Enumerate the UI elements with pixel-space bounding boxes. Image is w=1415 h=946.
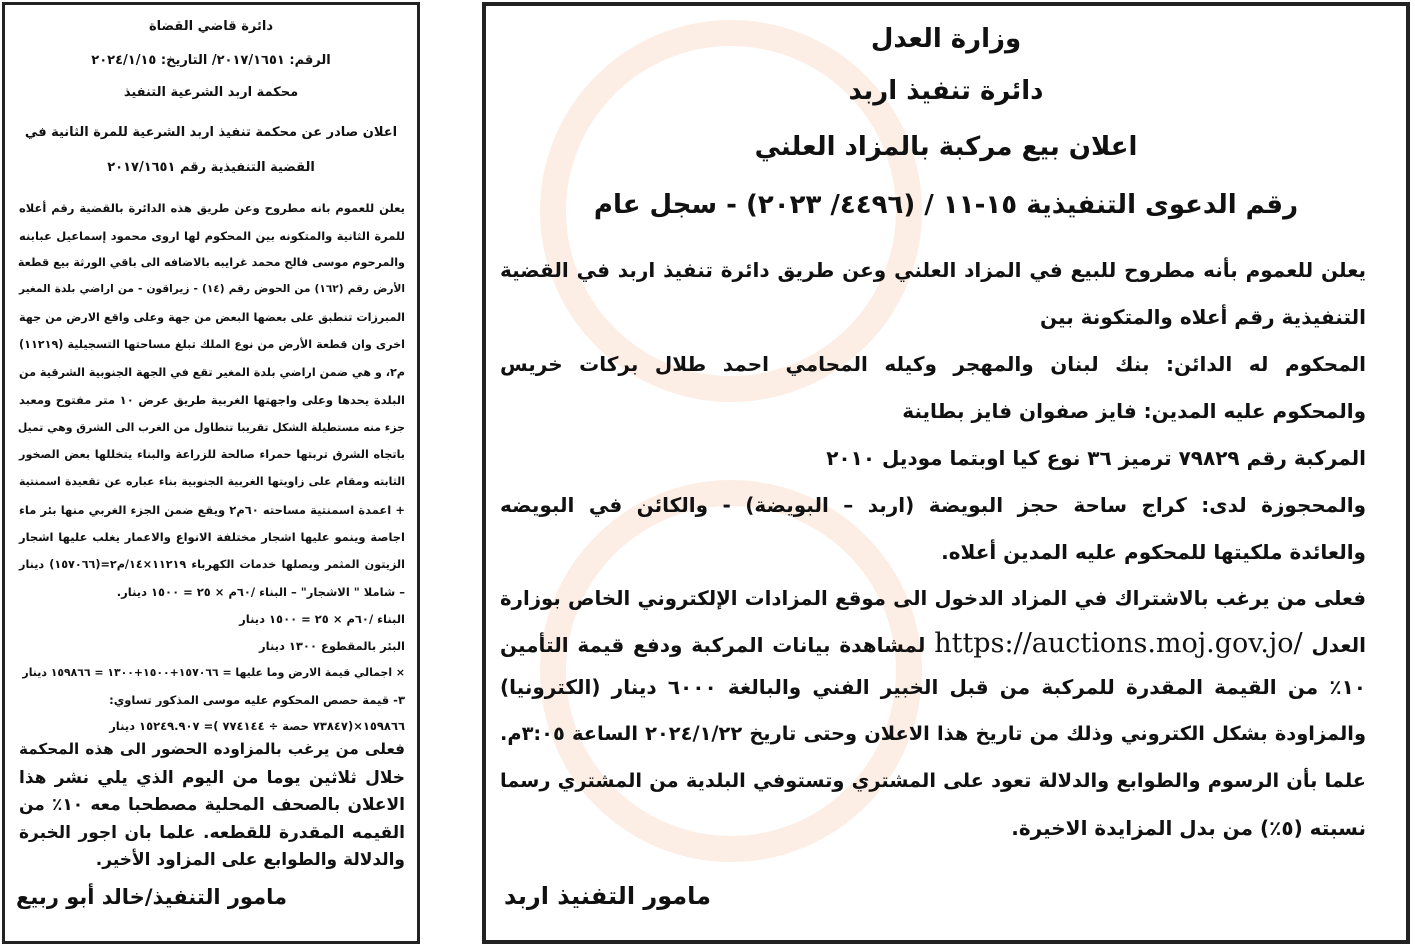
body-line: للمرة الثانية والمتكونه بين المحكوم لها اروى محمود إسماعيل عبابنه — [19, 229, 405, 243]
header-line: دائرة تنفيذ اربد — [848, 76, 1044, 106]
body-line: والمرحوم موسى فالح محمد غرايبه بالاضافه الى باقي الورثة بيع قطعة — [17, 256, 405, 269]
body-line: فعلى من يرغب بالاشتراك في المزاد الدخول الى موقع المزادات الإلكتروني الخاص بوزارة — [500, 587, 1366, 610]
body-line: المحكوم له الدائن: بنك لبنان والمهجر وكيله المحامي احمد طلال بركات خريس — [500, 352, 1366, 376]
vehicle-auction-panel — [482, 2, 1410, 944]
url-line-before: العدل — [1311, 633, 1367, 657]
auction-signature: مامور التفنيذ اربد — [504, 882, 711, 910]
body-line: والمحجوزة لدى: كراج ساحة حجز البويضة (اربد – البويضة) - والكائن في البويضه — [500, 493, 1366, 517]
footer-line: خلال ثلاثين يوما من اليوم الذي يلي نشر هذا — [19, 767, 405, 788]
body-line: ١٠٪ من القيمة المقدرة للمركبة من قبل الخبير الفني والبالغة ٦٠٠٠ دينار (الكترونيا) — [500, 675, 1367, 699]
body-line: م٢، و هي ضمن اراضي بلدة المغير تقع في الجهة الجنوبية الشرقية من — [19, 366, 405, 379]
body-line: اجاصة وينمو عليها اشجار مختلفة الانواع والاعمار يغلب عليها اشجار — [19, 530, 405, 544]
footer-line: فعلى من يرغب بالمزاوده الحضور الى هذه المحكمة — [19, 740, 405, 758]
body-line: البلدة يحدها وعلى واجهتها الغربية طريق عرض ١٠ متر مفتوح ومعبد — [19, 393, 405, 407]
footer-line: القيمه المقدرة للقطعه. علما بان اجور الخبرة — [19, 822, 405, 843]
body-line: المركبة رقم ٧٩٨٢٩ ترميز ٣٦ نوع كيا اوبتما موديل ٢٠١٠ — [826, 446, 1366, 470]
body-line: الثابته ومقام على زاويتها الغربية الجنوبية بناء عباره عن تقعيدة اسمنتية — [19, 475, 405, 488]
body-line: والمزاودة بشكل الكتروني وذلك من تاريخ هذا الاعلان وحتى تاريخ ٢٠٢٤/١/٢٢ الساعة ٣:٠٥م. — [500, 722, 1366, 745]
header-line: وزارة العدل — [870, 24, 1022, 54]
url-line-after: لمشاهدة بيانات المركبة ودفع قيمة التأمين — [500, 633, 926, 657]
body-line: علما بأن الرسوم والطوابع والدلالة تعود على المشتري وتستوفي البلدية من المشتري رسما — [500, 769, 1366, 792]
body-line: نسبته (٥٪) من بدل المزايدة الاخيرة. — [1011, 816, 1366, 840]
body-line: المبرزات تنطبق على بعضها البعض من جهة وعلى واقع الارض من جهة — [19, 311, 405, 324]
body-line: الزيتون المثمر ويصلها خدمات الكهرباء ١١٢١٩×١٤/م٢=(١٥٧٠٦٦) دينار — [19, 558, 405, 571]
url-line — [500, 628, 1366, 659]
body-line: يعلن للعموم بانه مطروح وعن طريق هذه الدائرة بالقضية رقم أعلاه — [19, 201, 405, 215]
body-line: باتجاه الشرق تربتها حمراء صالحة للزراعة والبناء يتخللها بعض الصخور — [19, 448, 405, 461]
body-line: التنفيذية رقم أعلاه والمتكونة بين — [1040, 305, 1366, 329]
body-line: البئر بالمقطوع ١٣٠٠ دينار — [259, 639, 405, 653]
body-line: يعلن للعموم بأنه مطروح للبيع في المزاد العلني وعن طريق دائرة تنفيذ اربد في القضية — [500, 258, 1366, 282]
body-line: × اجمالي قيمة الارض وما عليها = ١٥٧٠٦٦+١٥٠٠+١٣٠٠ = ١٥٩٨٦٦ دينار — [22, 666, 405, 679]
body-line: جزء منه مستطيلة الشكل تقريبا تتطاول من الغرب الى الشرق وهي تميل — [17, 421, 405, 434]
header-line: اعلان بيع مركبة بالمزاد العلني — [754, 132, 1138, 162]
header-line: القضية التنفيذية رقم ٢٠١٧/١٦٥١ — [107, 160, 315, 175]
body-line: والعائدة ملكيتها للمحكوم عليه المدين أعلاه. — [941, 540, 1366, 564]
auction-url-link[interactable]: https://auctions.moj.gov.jo/ — [934, 628, 1303, 659]
header-line: اعلان صادر عن محكمة تنفيذ اربد الشرعية للمرة الثانية في — [24, 125, 398, 140]
body-line: – شاملا " الاشجار" – البناء /٦٠م × ٢٥ = ١٥٠٠ دينار. — [116, 585, 405, 599]
header-line: دائرة قاضي القضاة — [149, 19, 273, 34]
body-line: البناء /٦٠م × ٢٥ = ١٥٠٠ دينار — [239, 612, 405, 626]
body-line: والمحكوم عليه المدين: فايز صفوان فايز بطاينة — [902, 399, 1366, 423]
header-line: رقم الدعوى التنفيذية ١٥-١١ / (٤٤٩٦/ ٢٠٢٣) - سجل عام — [593, 190, 1299, 220]
body-line: + اعمدة اسمنتية مساحته ٦٠م٢ ويقع ضمن الجزء الغربي منها بئر ماء — [19, 503, 405, 517]
body-line: ٣- قيمة حصص المحكوم عليه موسى المذكور تساوي: — [109, 693, 405, 707]
footer-line: الاعلان بالصحف المحلية مصطحبا معه ١٠٪ من — [19, 795, 405, 815]
header-line: الرقم: ٢٠١٧/١٦٥١/ التاريخ: ٢٠٢٤/١/١٥ — [91, 53, 331, 68]
body-line: اخرى وان قطعة الأرض من نوع الملك تبلغ مساحتها التسجيلية (١١٢١٩) — [19, 338, 405, 351]
body-line: ١٥٩٨٦٦×(٧٣٨٤٧ حصة ÷ ٧٧٤١٤٤ )= ١٥٢٤٩.٩٠٧ دينار — [109, 719, 405, 733]
court-notice-signature: مامور التنفيذ/خالد أبو ربيع — [16, 885, 287, 909]
footer-line: والدلالة والطوابع على المزاود الأخير. — [95, 850, 405, 870]
body-line: الأرض رقم (١٦٢) من الحوض رقم (١٤) - زيراقون - من اراضي بلدة المغير — [19, 283, 405, 295]
court-notice-panel — [2, 2, 420, 944]
header-line: محكمة اربد الشرعية التنفيذ — [123, 85, 299, 100]
